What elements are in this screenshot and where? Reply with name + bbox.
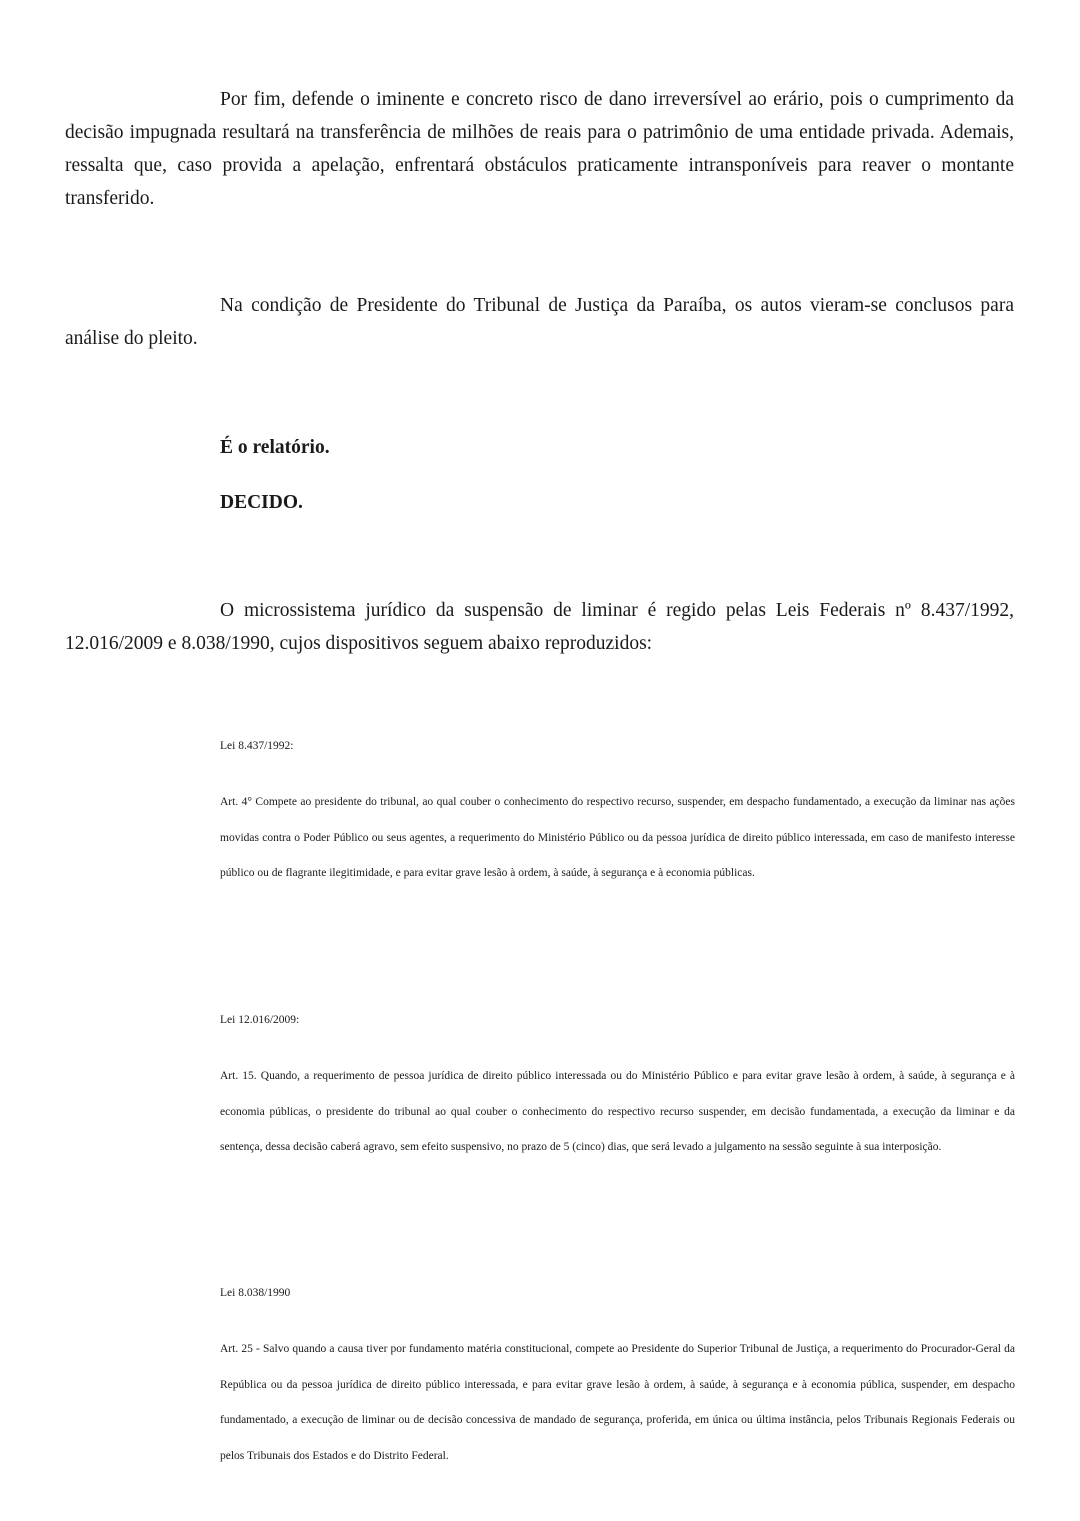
law-title: Lei 8.038/1990 — [220, 1287, 291, 1299]
law-title: Lei 12.016/2009: — [220, 1014, 300, 1026]
heading-report: É o relatório. — [220, 437, 330, 458]
paragraph-microsystem: O microssistema jurídico da suspensão de liminar é regido pelas Leis Federais nº 8.437/1992, 12.016/2009 e 8.038/1990, cujos dispositivos seguem abaixo reproduzidos: — [65, 600, 1014, 654]
paragraph-risk: Por fim, defende o iminente e concreto risco de dano irreversível ao erário, pois o cumprimento da decisão impugnada resultará na transferência de milhões de reais para o patrimônio de uma entidade privada. Ademais, ressalta que, caso provida a apelação, enfrentará obstáculos praticamente intransponíveis para reaver o montante transferido. — [65, 89, 1014, 209]
law-article-text: Art. 4° Compete ao presidente do tribunal, ao qual couber o conhecimento do respectivo recurso, suspender, em despacho fundamentado, a execução da liminar nas ações movidas contra o Poder Público ou seus agentes, a requerimento do Ministério Público ou da pessoa jurídica de direito público interessada, em caso de manifesto interesse público ou de flagrante ilegitimidade, e para evitar grave lesão à ordem, à saúde, à segurança e à economia públicas. — [220, 796, 1015, 879]
law-article-text: Art. 25 - Salvo quando a causa tiver por fundamento matéria constitucional, compete ao Presidente do Superior Tribunal de Justiça, a requerimento do Procurador-Geral da República ou da pessoa jurídica de direito público interessada, e para evitar grave lesão à ordem, à saúde, à segurança e à economia pública, suspender, em despacho fundamentado, a execução de liminar ou de decisão concessiva de mandado de segurança, proferida, em única ou última instância, pelos Tribunais Regionais Federais ou pelos Tribunais dos Estados e do Distrito Federal. — [220, 1343, 1015, 1462]
law-title: Lei 8.437/1992: — [220, 740, 294, 752]
heading-decide: DECIDO. — [220, 492, 303, 513]
law-article-text: Art. 15. Quando, a requerimento de pessoa jurídica de direito público interessada ou do Ministério Público e para evitar grave lesão à ordem, à saúde, à segurança e à economia públicas, o presidente do tribunal ao qual couber o conhecimento do respectivo recurso suspender, em decisão fundamentada, a execução da liminar e da sentença, dessa decisão caberá agravo, sem efeito suspensivo, no prazo de 5 (cinco) dias, que será levado a julgamento na sessão seguinte à sua interposição. — [220, 1070, 1015, 1153]
paragraph-president: Na condição de Presidente do Tribunal de Justiça da Paraíba, os autos vieram-se conclusos para análise do pleito. — [65, 295, 1014, 349]
